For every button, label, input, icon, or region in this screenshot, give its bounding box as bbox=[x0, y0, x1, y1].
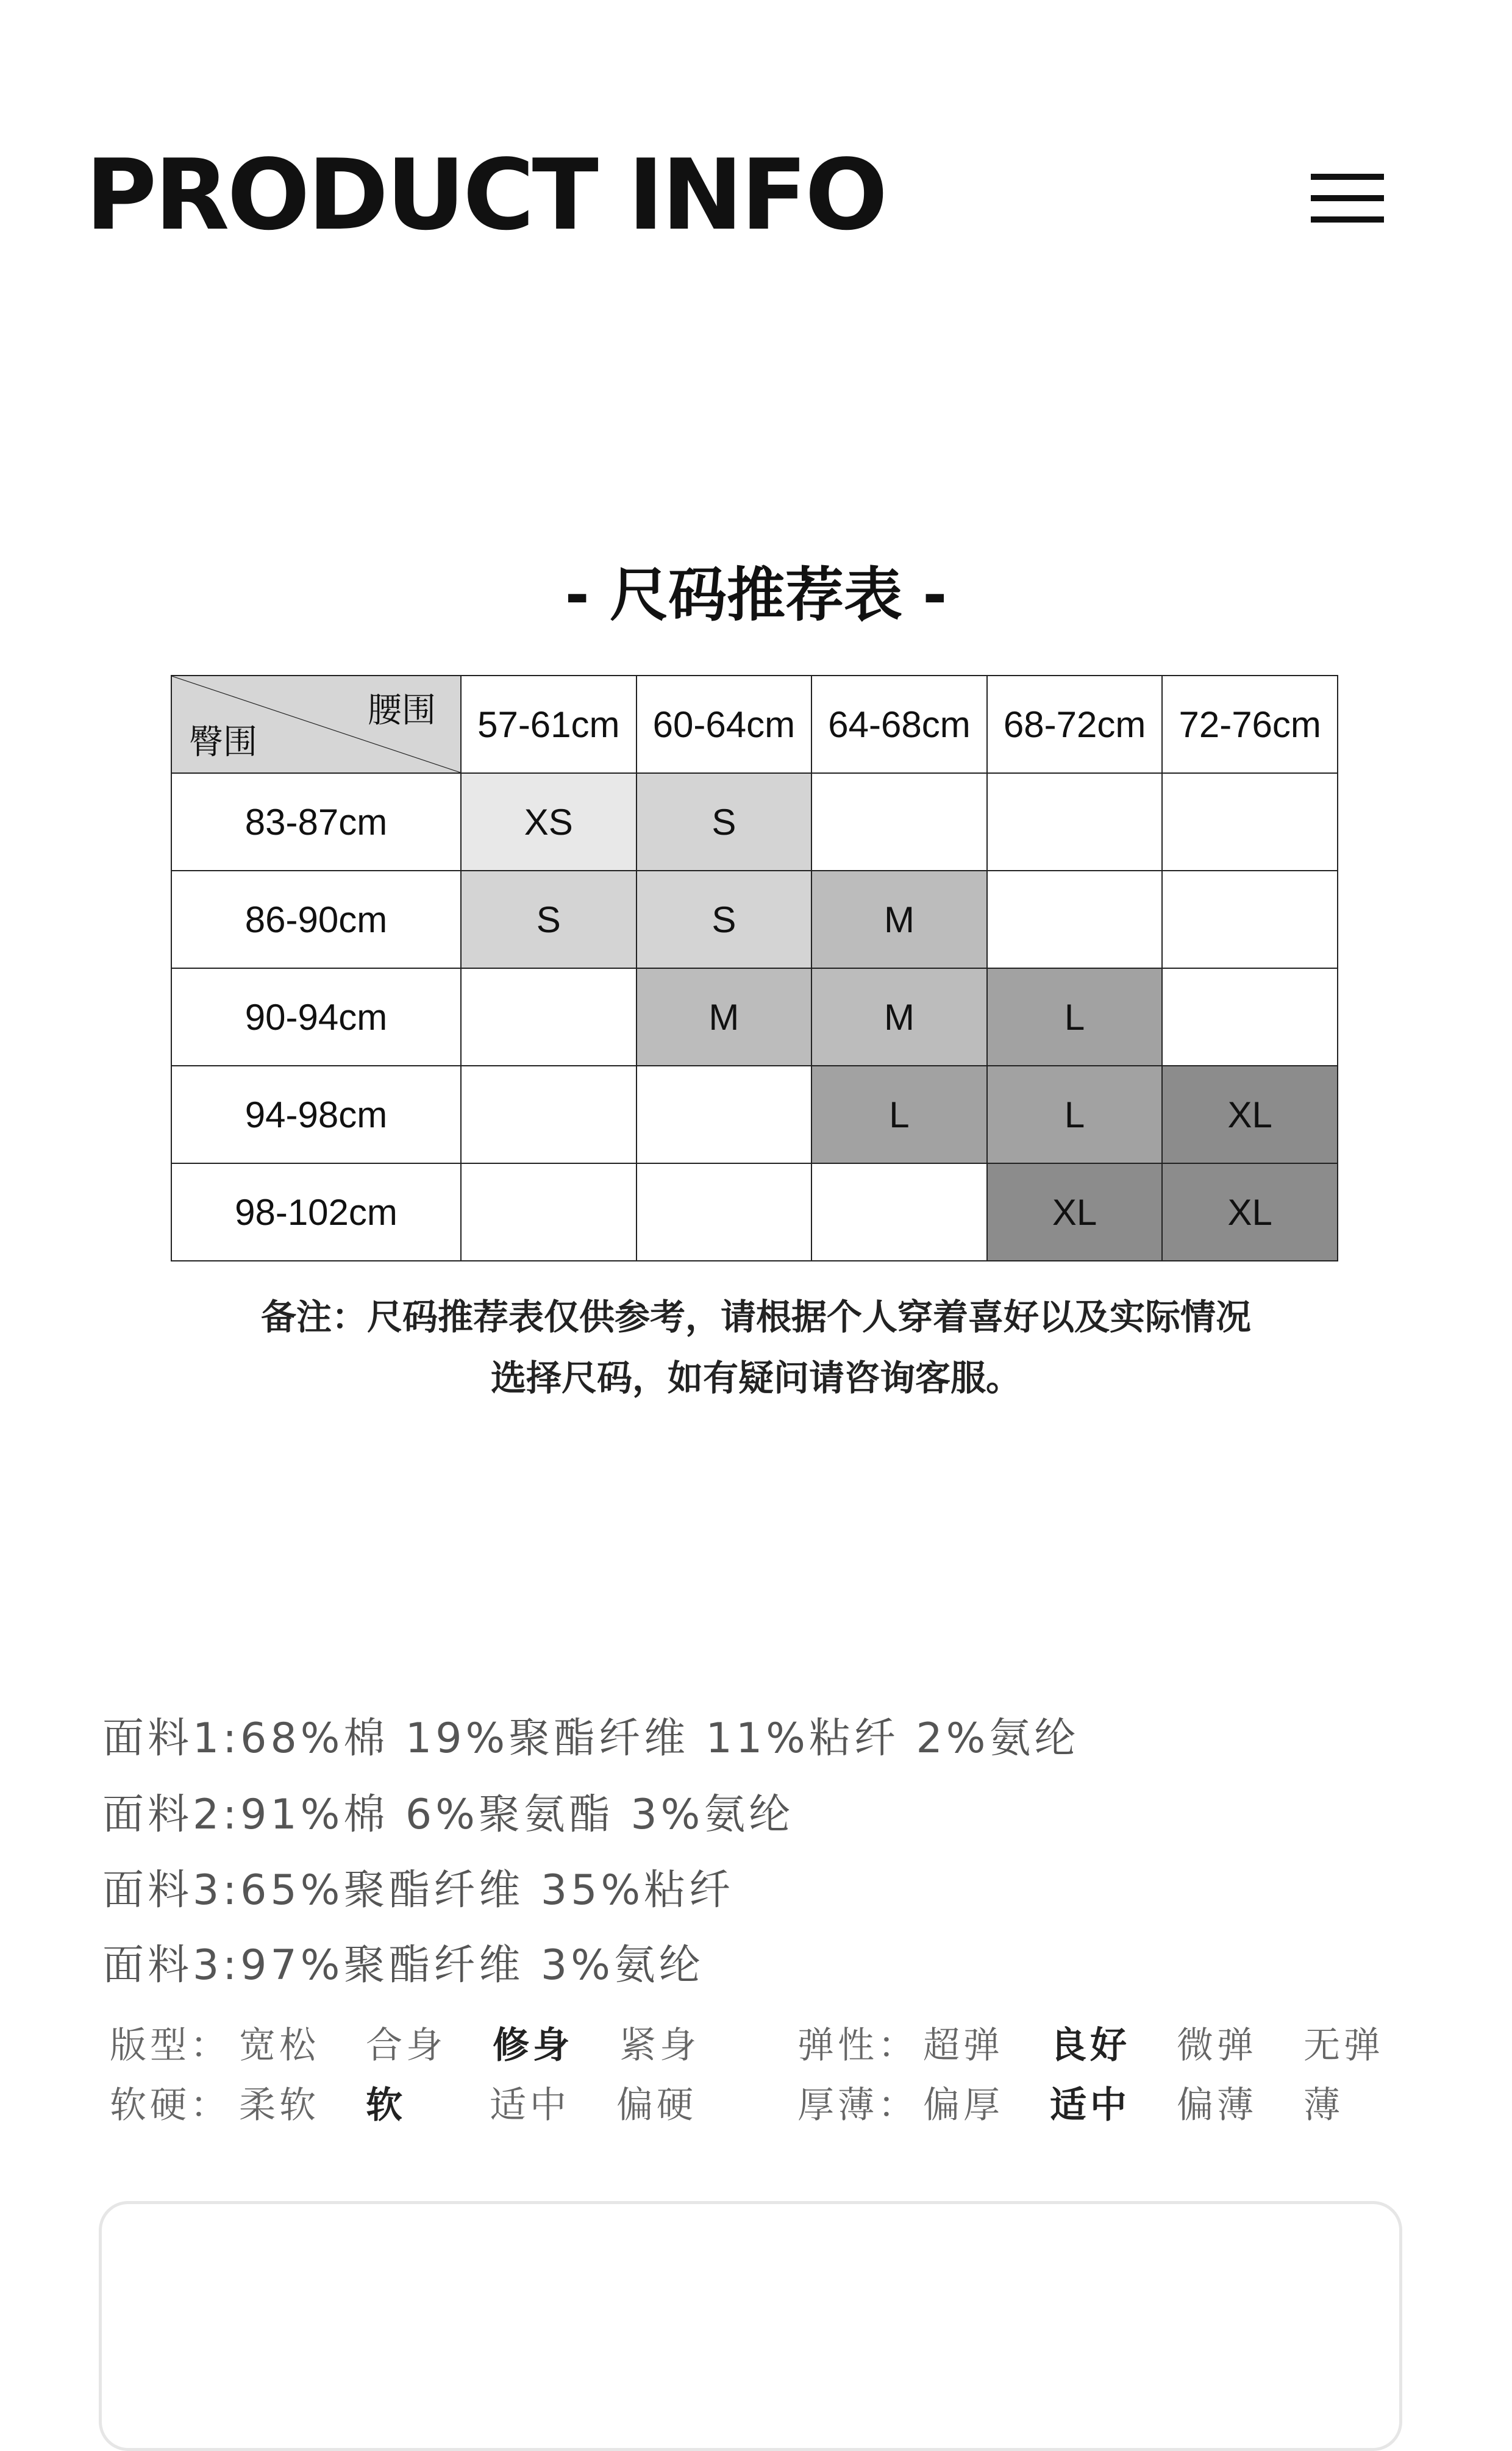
table-row bbox=[171, 1163, 1338, 1261]
menu-icon-bar bbox=[1311, 216, 1384, 223]
size-cell: XL bbox=[987, 1163, 1163, 1261]
size-note bbox=[0, 1286, 1512, 1408]
size-cell: L bbox=[811, 1066, 987, 1163]
size-note-line: 备注：尺码推荐表仅供参考，请根据个人穿着喜好以及实际情况 bbox=[260, 1296, 1251, 1338]
size-cell bbox=[637, 1066, 812, 1163]
attribute-label: 版型： bbox=[110, 2024, 230, 2067]
table-header-row bbox=[171, 676, 1338, 773]
size-cell: L bbox=[987, 1066, 1163, 1163]
hip-range-cell: 86-90cm bbox=[171, 871, 461, 968]
attribute-option: 超弹 bbox=[923, 2024, 1004, 2067]
waist-header-cell: 57-61cm bbox=[461, 676, 637, 773]
attribute-option: 无弹 bbox=[1303, 2024, 1384, 2067]
table-row bbox=[171, 773, 1338, 871]
hip-range-cell: 94-98cm bbox=[171, 1066, 461, 1163]
size-cell: S bbox=[637, 871, 812, 968]
size-cell bbox=[1162, 968, 1338, 1066]
hip-range-cell: 90-94cm bbox=[171, 968, 461, 1066]
size-cell: M bbox=[811, 871, 987, 968]
size-cell bbox=[1162, 773, 1338, 871]
attribute-option: 偏厚 bbox=[923, 2084, 1004, 2127]
size-cell bbox=[461, 968, 637, 1066]
table-corner-cell bbox=[171, 676, 461, 773]
size-table-title: - 尺码推荐表 - bbox=[565, 561, 947, 629]
fabric-composition: 面料3:65%聚酯纤维 35%粘纤 bbox=[102, 1866, 735, 1914]
attribute-elasticity bbox=[768, 2024, 1512, 2070]
size-cell bbox=[637, 1163, 812, 1261]
menu-icon-bar bbox=[1311, 195, 1384, 201]
size-recommendation-table bbox=[171, 675, 1338, 1261]
size-note-line: 选择尺码，如有疑问请咨询客服。 bbox=[490, 1357, 1021, 1399]
menu-icon-bar bbox=[1311, 174, 1384, 180]
size-cell: L bbox=[987, 968, 1163, 1066]
fabric-composition: 面料3:97%聚酯纤维 3%氨纶 bbox=[102, 1941, 704, 1989]
waist-header-cell: 72-76cm bbox=[1162, 676, 1338, 773]
size-cell bbox=[461, 1066, 637, 1163]
attribute-option: 修身 bbox=[493, 2024, 573, 2067]
table-row bbox=[171, 871, 1338, 968]
waist-header-cell: 68-72cm bbox=[987, 676, 1163, 773]
attribute-option: 偏硬 bbox=[616, 2084, 697, 2127]
attribute-label: 弹性： bbox=[797, 2024, 918, 2067]
attribute-option: 良好 bbox=[1050, 2024, 1130, 2067]
attribute-softness bbox=[0, 2084, 768, 2130]
content-card bbox=[99, 2201, 1402, 2451]
menu-icon[interactable] bbox=[1311, 168, 1384, 229]
size-cell: S bbox=[461, 871, 637, 968]
attribute-label: 厚薄： bbox=[797, 2084, 918, 2127]
attribute-option: 微弹 bbox=[1177, 2024, 1257, 2067]
size-cell bbox=[811, 773, 987, 871]
table-row bbox=[171, 968, 1338, 1066]
size-cell: XL bbox=[1162, 1066, 1338, 1163]
size-cell bbox=[987, 871, 1163, 968]
attribute-fit bbox=[0, 2024, 768, 2070]
fabric-composition: 面料2:91%棉 6%聚氨酯 3%氨纶 bbox=[102, 1791, 794, 1839]
size-cell bbox=[987, 773, 1163, 871]
attribute-option: 软 bbox=[366, 2084, 406, 2127]
attribute-thickness bbox=[768, 2084, 1512, 2130]
size-cell: XS bbox=[461, 773, 637, 871]
attribute-option: 适中 bbox=[1050, 2084, 1130, 2127]
attribute-label: 软硬： bbox=[110, 2084, 230, 2127]
table-row bbox=[171, 1066, 1338, 1163]
fabric-composition: 面料1:68%棉 19%聚酯纤维 11%粘纤 2%氨纶 bbox=[102, 1714, 1080, 1763]
hip-range-cell: 83-87cm bbox=[171, 773, 461, 871]
waist-header-cell: 60-64cm bbox=[637, 676, 812, 773]
hip-range-cell: 98-102cm bbox=[171, 1163, 461, 1261]
attribute-option: 偏薄 bbox=[1177, 2084, 1257, 2127]
attribute-option: 薄 bbox=[1303, 2084, 1344, 2127]
attribute-option: 紧身 bbox=[619, 2024, 700, 2067]
size-cell bbox=[811, 1163, 987, 1261]
attribute-option: 柔软 bbox=[239, 2084, 319, 2127]
attribute-option: 合身 bbox=[366, 2024, 446, 2067]
hip-axis-label: 臀围 bbox=[189, 722, 257, 762]
size-cell bbox=[461, 1163, 637, 1261]
size-cell: M bbox=[637, 968, 812, 1066]
size-cell: XL bbox=[1162, 1163, 1338, 1261]
attribute-option: 宽松 bbox=[239, 2024, 319, 2067]
page-title: PRODUCT INFO bbox=[85, 138, 886, 252]
size-cell bbox=[1162, 871, 1338, 968]
attribute-option: 适中 bbox=[490, 2084, 570, 2127]
waist-axis-label: 腰围 bbox=[368, 691, 436, 730]
size-cell: M bbox=[811, 968, 987, 1066]
size-cell: S bbox=[637, 773, 812, 871]
waist-header-cell: 64-68cm bbox=[811, 676, 987, 773]
